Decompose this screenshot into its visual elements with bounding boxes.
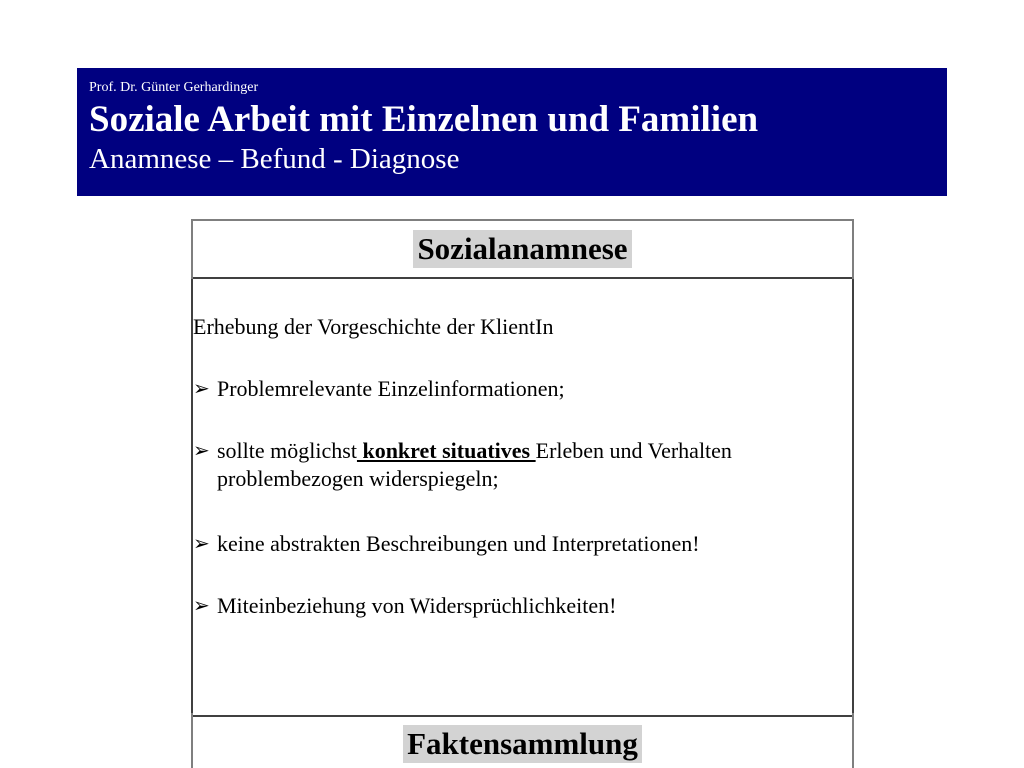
list-item-text: Miteinbeziehung von Widersprüchlichkeiten! bbox=[217, 593, 617, 618]
section-heading-sozialanamnese: Sozialanamnese bbox=[413, 230, 631, 268]
list-item bbox=[193, 530, 848, 558]
list-item bbox=[193, 592, 848, 620]
list-item-text-end: Erleben und Verhalten problembezogen widerspiegeln; bbox=[217, 438, 732, 491]
list-item bbox=[193, 437, 848, 493]
intro-text: Erhebung der Vorgeschichte der KlientIn bbox=[193, 314, 554, 339]
table-body-cell bbox=[191, 279, 854, 713]
content-table bbox=[191, 219, 854, 768]
arrow-bullet-icon: ➢ bbox=[193, 378, 210, 400]
arrow-bullet-icon: ➢ bbox=[193, 533, 210, 555]
slide-subtitle: Anamnese – Befund - Diagnose bbox=[89, 143, 460, 175]
table-header-cell bbox=[193, 221, 852, 279]
arrow-bullet-icon: ➢ bbox=[193, 440, 210, 462]
list-item-text-start: sollte möglichst bbox=[217, 438, 357, 463]
arrow-bullet-icon: ➢ bbox=[193, 595, 210, 617]
list-item-text bbox=[217, 437, 848, 493]
list-item-text: Problemrelevante Einzelinformationen; bbox=[217, 376, 565, 401]
author-name: Prof. Dr. Günter Gerhardinger bbox=[89, 80, 259, 95]
list-item-text: keine abstrakten Beschreibungen und Interpretationen! bbox=[217, 531, 700, 556]
section-heading-faktensammlung: Faktensammlung bbox=[403, 725, 642, 763]
emphasized-text: konkret situatives bbox=[356, 438, 536, 463]
list-item bbox=[193, 375, 848, 403]
title-banner bbox=[77, 68, 947, 196]
table-header-cell bbox=[193, 715, 852, 768]
slide-title: Soziale Arbeit mit Einzelnen und Familien bbox=[89, 99, 759, 140]
